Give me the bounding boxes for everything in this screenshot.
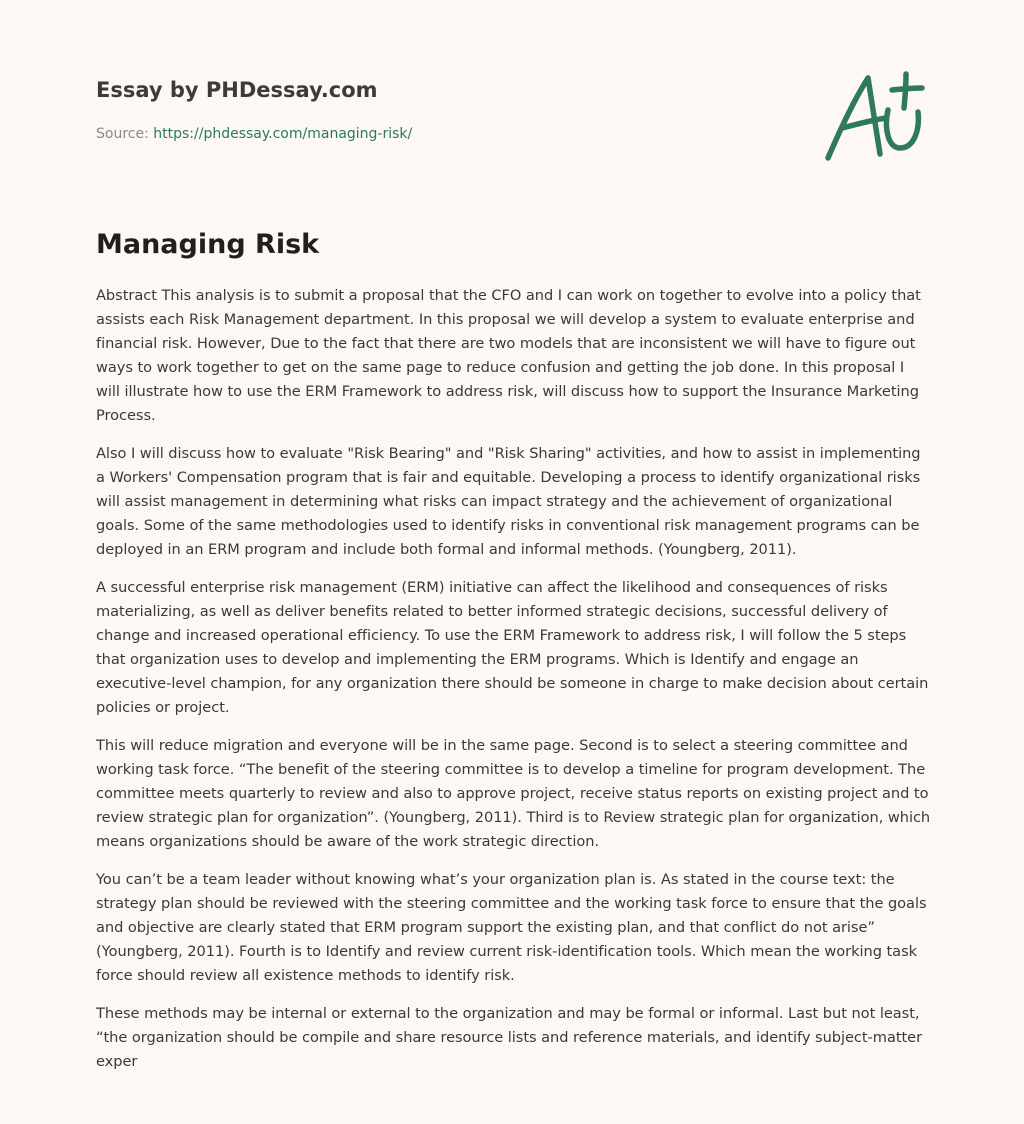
source-link[interactable]: https://phdessay.com/managing-risk/ [153, 126, 413, 142]
a-plus-grade-icon [822, 68, 932, 168]
essay-paragraph: Also I will discuss how to evaluate "Risk Bearing" and "Risk Sharing" activities, and how to assist in implementing a Workers' Compensation program that is fair and equitable. Developing a process to identify organizational risks will assist management in determining what risks can impact strategy and the achievement of organizational goals. Some of the same methodologies used to identify risks in conventional risk management programs can be deployed in an ERM program and include both formal and informal methods. (Youngberg, 2011). [96, 445, 921, 558]
site-brand: Essay by PHDessay.com [96, 78, 378, 102]
essay-paragraph: You can’t be a team leader without knowing what’s your organization plan is. As stated in the course text: the strategy plan should be reviewed with the steering committee and the working task force to ensure that the goals and objective are clearly stated that ERM program support the existing plan, and that conflict do not arise” (Youngberg, 2011). Fourth is to Identify and review current risk-identification tools. Which mean the working task force should review all existence methods to identify risk. [96, 871, 927, 984]
essay-title: Managing Risk [96, 229, 320, 260]
source-label: Source: [96, 126, 154, 142]
essay-paragraph: Abstract This analysis is to submit a proposal that the CFO and I can work on together to evolve into a policy that assists each Risk Management department. In this proposal we will develop a system to evaluate enterprise and financial risk. However, Due to the fact that there are two models that are inconsistent we will have to figure out ways to work together to get on the same page to reduce confusion and getting the job done. In this proposal I will illustrate how to use the ERM Framework to address risk, will discuss how to support the Insurance Marketing Process. [96, 287, 921, 424]
essay-paragraph: This will reduce migration and everyone will be in the same page. Second is to select a steering committee and working task force. “The benefit of the steering committee is to develop a timeline for program development. The committee meets quarterly to review and also to approve project, receive status reports on existing project and to review strategic plan for organization”. (Youngberg, 2011). Third is to Review strategic plan for organization, which means organizations should be aware of the work strategic direction. [96, 737, 931, 850]
essay-paragraph: These methods may be internal or external to the organization and may be formal or informal. Last but not least, “the organization should be compile and share resource lists and reference materials, and identify subject-matter exper [96, 1005, 923, 1070]
essay-body [96, 284, 932, 1088]
source-line [96, 124, 796, 144]
essay-header [96, 74, 796, 144]
essay-paragraph: A successful enterprise risk management (ERM) initiative can affect the likelihood and consequences of risks materializing, as well as deliver benefits related to better informed strategic decisions, successful delivery of change and increased operational efficiency. To use the ERM Framework to address risk, I will follow the 5 steps that organization uses to develop and implementing the ERM programs. Which is Identify and engage an executive-level champion, for any organization there should be someone in charge to make decision about certain policies or project. [96, 579, 929, 716]
